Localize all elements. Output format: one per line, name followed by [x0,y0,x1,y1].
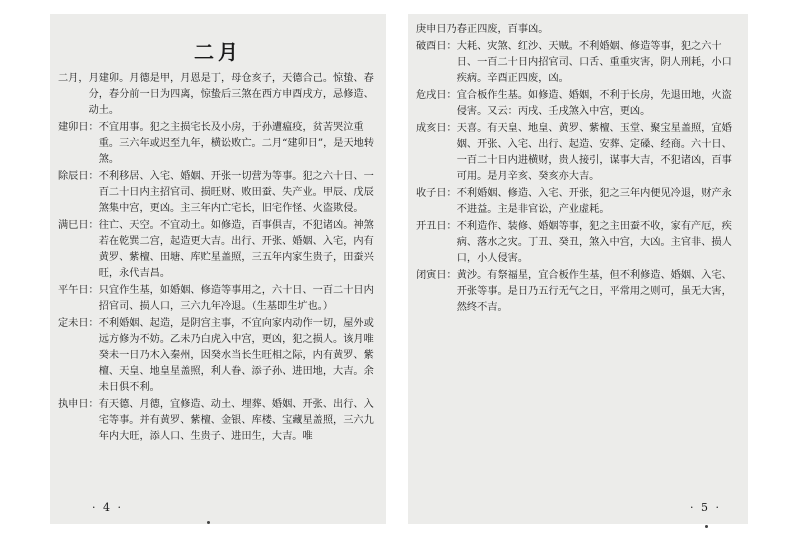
entry-day-label: 开丑日： [416,221,457,232]
entry-day-label: 收子日： [416,188,457,199]
almanac-entry [416,39,740,87]
right-page-content [416,22,740,317]
page-number: · 5 · [690,501,721,514]
entry-text: 往亡、天空。不宜动土。如修造，百事俱吉，不犯诸凶。神煞若在乾巽二宫，起造更大吉。出行、开张、婚姻、入宅，内有黄罗、紫檀、田塘、库贮星盖照，三五年内家生贵子，田蚕兴旺，永代吉昌。 [98,220,374,279]
page-number: · 4 · [92,501,123,514]
scan-speck [207,521,210,524]
entry-text: 天喜。有天皇、地皇、黄罗、紫檀、玉堂、聚宝星盖照，宜婚姻、开张、入宅、出行、起造、安葬、定磉、经商。六十日、一百二十日内进横财，贵人接引，谋事大吉，不犯诸凶，百事可用。是月辛亥、癸亥亦大吉。 [456,123,732,182]
entry-text: 只宜作生基，如婚姻、修造等事用之，六十日、一百二十日内招官司、损人口，三六九年冷退。（生基即生圹也。） [98,285,374,312]
almanac-entry [416,186,740,218]
entry-text: 有天德、月德，宜修造、动土、埋葬、婚姻、开张、出行、入宅等事。并有黄罗、紫檀、金银、库楼、宝藏星盖照，三六九年内大旺，添人口、生贵子、进田生，大吉。唯 [98,399,374,442]
entry-day-label: 成亥日： [416,123,457,134]
scan-speck [705,525,708,528]
entry-text: 不利婚姻、起造，是阴宫主事，不宜向家内动作一切，屋外或远方修为不妨。乙未乃白虎入中宫，更凶，犯之损人。该月唯癸未一日乃木入秦州，因癸水当长生旺相之际，内有黄罗、紫檀、天皇、地皇星盖照，利人眷、添子孙、进田地，大吉。余未日俱不利。 [98,318,374,393]
almanac-entry [58,169,378,217]
left-page [50,14,386,524]
almanac-entry [416,22,740,38]
entry-day-label: 二月， [58,73,89,84]
entry-text: 黄沙。有祭福星，宜合板作生基，但不利修造、婚姻、入宅、开张等事。是日乃五行无气之日，平常用之则可，虽无大害，然终不吉。 [456,270,732,313]
almanac-entry [416,88,740,120]
entry-text: 不利婚姻、修造、入宅、开张，犯之三年内便见冷退，财产永不进益。主是非官讼，产业虚耗。 [456,188,732,215]
left-page-content [58,22,378,446]
entry-day-label: 闭寅日： [416,270,457,281]
entry-text: 不利造作、装修、婚姻等事，犯之主田蚕不收，家有产厄，疾病、落水之灾。丁丑、癸丑，煞入中宫，大凶。主官非、损人口，小人侵害。 [456,221,732,264]
entry-text: 不宜用事。犯之主损宅长及小房，于孙遭瘟疫，贫苦哭泣重重。三六年或迟至九年，横讼败亡。二月“建卯日”，是天地转煞。 [98,122,375,165]
almanac-entry [58,397,378,445]
entry-day-label: 平午日： [58,285,99,296]
entry-day-label: 建卯日： [58,122,99,133]
entry-text: 月建卯。月德是甲，月恩是丁，母仓亥子，天德合己。惊蛰、春分，春分前一日为四离，惊蛰后三煞在西方申酉戌方，忌修造、动土。 [88,73,374,116]
entry-text: 大耗、灾煞、红沙、天贼。不利婚姻、修造等事，犯之六十日、一百二十日内招官司、口舌、重重灾害，阴人刑耗，小口疾病。辛酉正四废，凶。 [456,41,732,84]
almanac-entry [58,71,378,119]
entry-text: 宜合板作生基。如修造、婚姻，不利于长房，先退田地，火盗侵害。又云：丙戌、壬戌煞入中宫，更凶。 [456,90,732,117]
month-heading: 二月 [194,40,242,64]
entry-day-label: 危戌日： [416,90,457,101]
entry-day-label: 除辰日： [58,171,99,182]
almanac-entry [416,268,740,316]
almanac-entry [416,219,740,267]
entry-day-label: 执申日： [58,399,99,410]
entry-day-label: 满巳日： [58,220,99,231]
almanac-entry [58,283,378,315]
entry-day-label: 定未日： [58,318,99,329]
almanac-entry [58,218,378,282]
entry-text: 不利移居、入宅、婚姻、开张一切营为等事。犯之六十日、一百二十日内主招官司、损旺财、败田蚕、失产业。甲辰、戊辰煞集中宫，更凶。主三年内亡宅长，旧宅作怪、火盗欺侵。 [98,171,374,214]
right-page [408,14,748,524]
entry-day-label: 破酉日： [416,41,457,52]
almanac-entry [416,121,740,185]
entry-text: 庚申日乃春正四废，百事凶。 [416,24,549,35]
almanac-entry [58,120,378,168]
almanac-entry [58,316,378,396]
